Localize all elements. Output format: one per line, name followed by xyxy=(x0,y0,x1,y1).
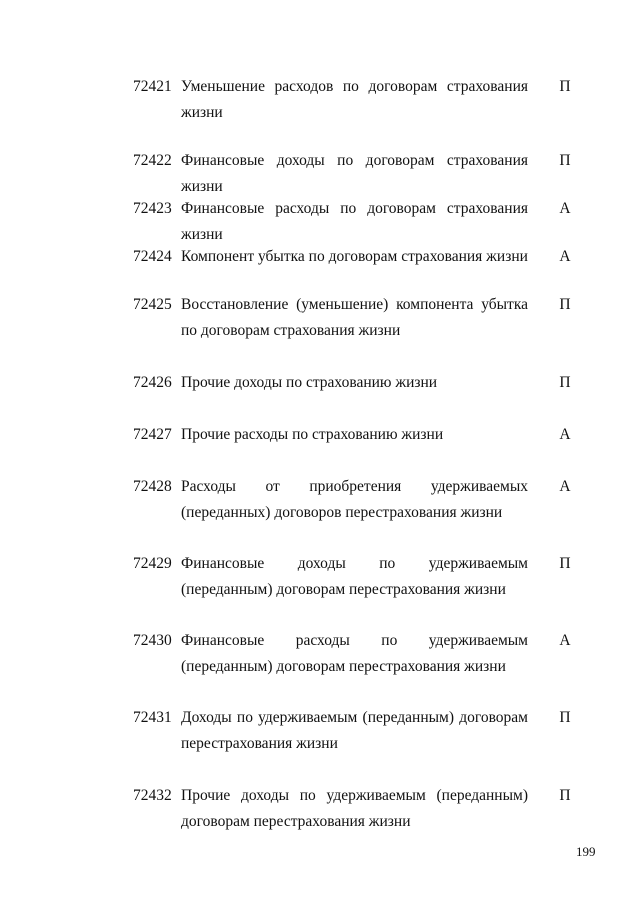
account-type-mark: А xyxy=(559,478,571,495)
account-type-mark: А xyxy=(559,248,571,265)
account-code: 72429 xyxy=(133,555,172,572)
account-type-mark: А xyxy=(559,200,571,217)
account-type-mark: А xyxy=(559,426,571,443)
account-code: 72427 xyxy=(133,426,172,443)
account-description: Расходы от приобретения удерживаемых (переданных) договоров перестрахования жизни xyxy=(181,478,528,521)
account-type-mark: П xyxy=(559,78,571,95)
page-number: 199 xyxy=(576,844,596,859)
account-description: Финансовые расходы по удерживаемым (переданным) договорам перестрахования жизни xyxy=(181,632,528,675)
account-description: Уменьшение расходов по договорам страхования жизни xyxy=(181,78,528,121)
account-description: Прочие расходы по страхованию жизни xyxy=(181,426,444,443)
account-type-mark: П xyxy=(559,152,571,169)
account-code: 72422 xyxy=(133,152,172,169)
account-code: 72430 xyxy=(133,632,172,649)
account-description: Финансовые расходы по договорам страхования жизни xyxy=(181,200,528,243)
account-type-mark: А xyxy=(559,632,571,649)
account-code: 72431 xyxy=(133,709,172,726)
account-code: 72426 xyxy=(133,374,172,391)
account-description: Восстановление (уменьшение) компонента убытка по договорам страхования жизни xyxy=(181,296,528,339)
account-code: 72425 xyxy=(133,296,172,313)
account-code: 72428 xyxy=(133,478,172,495)
account-description: Финансовые доходы по удерживаемым (переданным) договорам перестрахования жизни xyxy=(181,555,528,598)
account-description: Финансовые доходы по договорам страхования жизни xyxy=(181,152,528,195)
account-description: Доходы по удерживаемым (переданным) договорам перестрахования жизни xyxy=(181,709,528,752)
account-code: 72423 xyxy=(133,200,172,217)
account-type-mark: П xyxy=(559,709,571,726)
account-description: Прочие доходы по удерживаемым (переданным) договорам перестрахования жизни xyxy=(181,787,528,830)
account-type-mark: П xyxy=(559,296,571,313)
account-type-mark: П xyxy=(559,787,571,804)
account-type-mark: П xyxy=(559,374,571,391)
account-code: 72432 xyxy=(133,787,172,804)
account-code: 72421 xyxy=(133,78,172,95)
account-description: Прочие доходы по страхованию жизни xyxy=(181,374,438,391)
account-type-mark: П xyxy=(559,555,571,572)
account-description: Компонент убытка по договорам страхования жизни xyxy=(181,248,528,265)
account-code: 72424 xyxy=(133,248,172,265)
